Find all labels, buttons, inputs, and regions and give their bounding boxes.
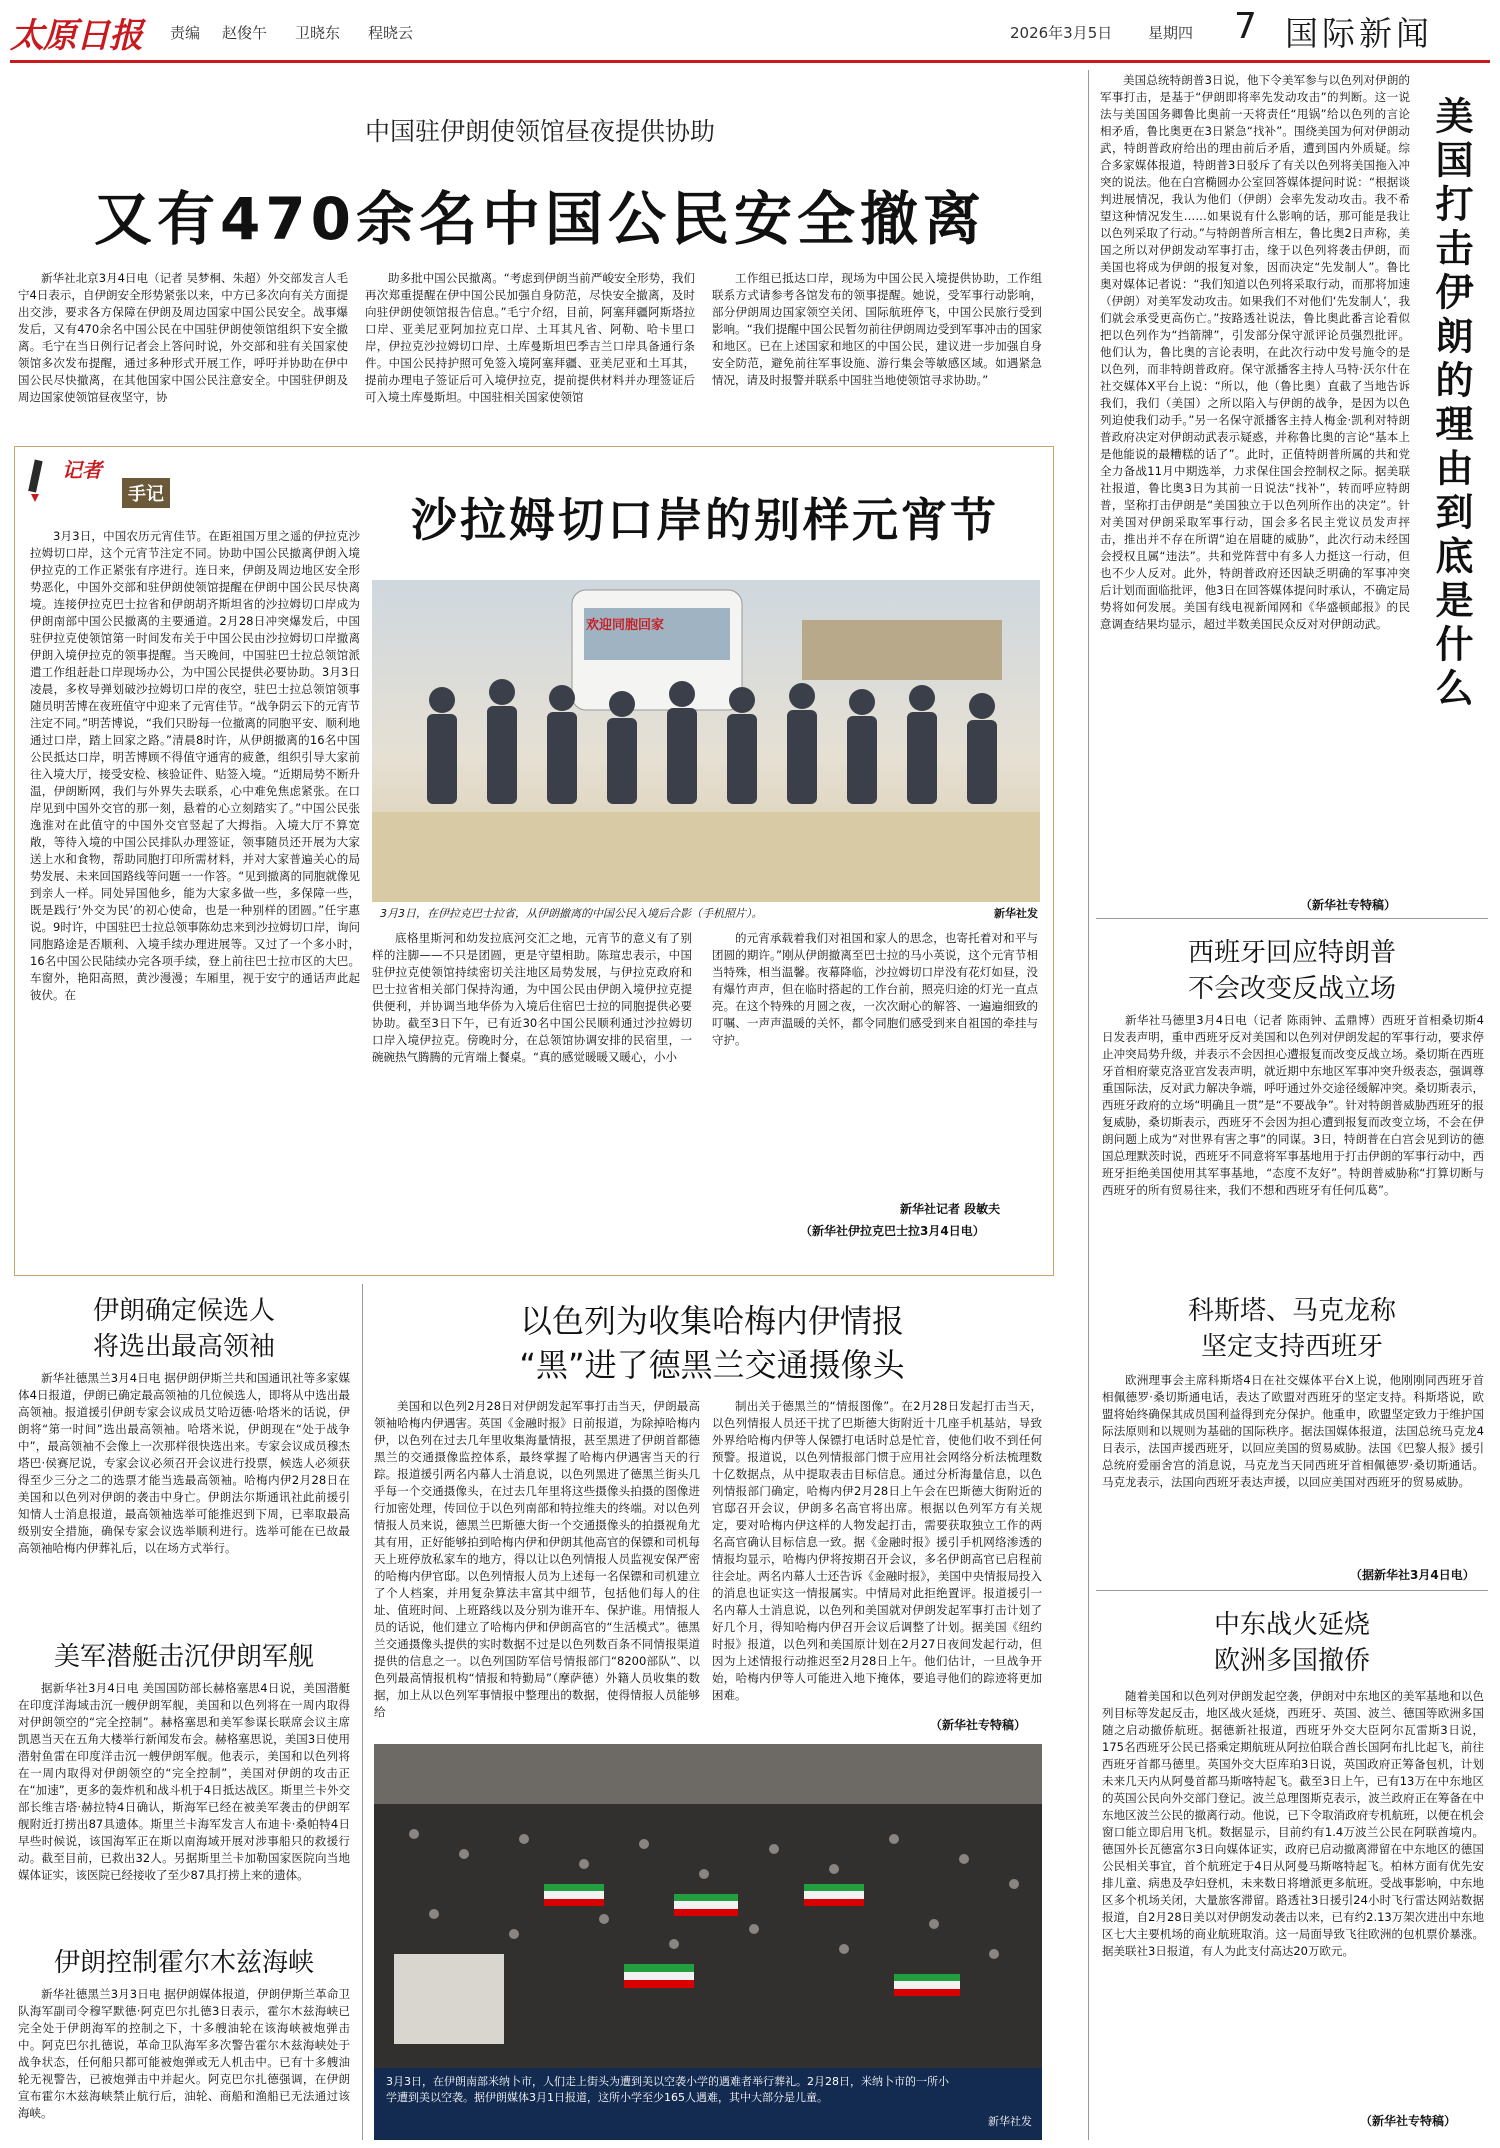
costa-title-line1: 科斯塔、马克龙称: [1187, 1296, 1396, 1326]
editor-name: 卫晓东: [295, 24, 341, 42]
feature-photo-caption: 3月3日，在伊拉克巴士拉省，从伊朗撤离的中国公民入境后合影（手机照片）。: [380, 907, 763, 920]
lead-body-col1: 新华社北京3月4日电（记者 吴梦桐、朱超）外交部发言人毛宁4日表示，自伊朗安全形势紧张以来，中方已多次向有关方面提出交涉，要求各方保障在伊朗及周边国家中国公民安全。战事爆发后，又有470余名中国公民在中国驻伊朗使领馆组织下安全撤离。毛宁在当日例行记者会上答问时说，外交部和驻有关国家使领馆多次发布提醒，通过多种形式开展工作，呼吁并协助在伊中国公民尽快撤离，在其他国家中国公民注意安全。中国驻伊朗及周边国家使领馆昼夜坚守，协: [18, 271, 348, 404]
feature-right-column: 的元宵承载着我们对祖国和家人的思念，也寄托着对和平与团圆的期许。”刚从伊朗撤离至巴士拉的马小英说，这个元宵节相当特殊，相当温馨。夜幕降临，沙拉姆切口岸没有花灯如昼，没有爆竹声声，但在临时搭起的工作台前，照亮归途的灯光一直点亮。在这个特殊的月圆之夜，一次次耐心的解答、一遍遍细致的叮嘱、一声声温暖的关怀，都令同胞们感受到来自祖国的牵挂与守护。: [712, 931, 1038, 1047]
evac-body: 随着美国和以色列对伊朗发起空袭，伊朗对中东地区的美军基地和以色列目标等发起反击，地区战火延烧，西班牙、英国、波兰、德国等欧洲多国随之启动撤侨航班。据德新社报道，西班牙外交大臣阿尔瓦雷斯3日说，175名西班牙公民已搭乘定期航班从阿拉伯联合酋长国阿布扎比起飞，前往西班牙首都马德里。英国外交大臣库珀3日说，英国政府正筹备包机，计划未来几天内从阿曼首都马斯喀特起飞。截至3日上午，已有13万在中东地区的英国公民向外交部门登记。波兰总理图斯克表示，波兰政府正在筹备在中东地区波兰公民的撤离行动。他说，已下令取消政府专机航班，以便在机会窗口能立即启用飞机。数据显示，目前约有1.4万波兰公民在阿联酋境内。德国外长瓦德富尔3日向媒体证实，政府已启动撤离滞留在中东地区的德国公民相关事宜，首个航班定于4日从阿曼马斯喀特起飞。柏林方面有优先安排儿童、病患及孕妇登机，未来数日将增派更多航班。受战事影响，中东地区多个机场关闭，大量旅客滞留。路透社3日援引24小时飞行雷达网站数据报道，自2月28日美以对伊朗发动袭击以来，已有约2.13万架次进出中东地区七大主要机场的商业航班取消。这一局面导致飞往欧洲的包机票价暴涨。据美联社3日报道，有人为此支付高达20万欧元。: [1102, 1689, 1484, 1958]
lead-body-col3: 工作组已抵达口岸，现场为中国公民入境提供协助，工作组联系方式请参考各馆发布的领事提醒。她说，受军事行动影响，部分伊朗周边国家领空关闭、国际航班停飞，中国公民旅行受到影响。“我们提醒中国公民暂勿前往伊朗周边受到军事冲击的国家和地区。已在上述国家和地区的中国公民，建议进一步加强自身安全防范，避免前往军事设施、游行集会等敏感区域。如遇紧急情况，请及时报警并联系中国驻当地使领馆寻求协助。”: [712, 271, 1042, 387]
badge-bottom-text: 手记: [122, 478, 170, 508]
feature-photo-credit: 新华社发: [994, 907, 1038, 920]
evac-dateline: （新华社专特稿）: [1360, 2114, 1457, 2128]
editor-name: 程晓云: [368, 24, 414, 42]
israel-body-col2: 制出关于德黑兰的“情报图像”。在2月28日发起打击当天，以色列情报人员还干扰了巴斯德大街附近十几座手机基站，导致外界给哈梅内伊等人保镖打电话时总是忙音，使他们收不到任何预警。报道说，以色列情报部门惯于应用社会网络分析法梳理数十亿数据点，从中提取表击目标信息。通过分析海量信息，以色列情报部门确定，哈梅内伊2月28日上午会在巴斯德大街附近的官邸召开会议，伊朗多名高官将出席。根据以色列军方有关规定，要对哈梅内伊这样的人物发起打击，需要获取独立工作的两名高官确认目标信息一致。据《金融时报》援引手机网络渗透的情报均显示，哈梅内伊将按期召开会议，多名伊朗高官已启程前往会址。两名内幕人士还告诉《金融时报》，美国中央情报局投入的消息也证实这一情报属实。中情局对此拒绝置评。报道援引一名内幕人士消息说，以色列和美国就对伊朗发起军事打击计划了好几个月，得知哈梅内伊召开会议后调整了计划。据美国《纽约时报》报道，以色列和美国原计划在2月27日夜间发起行动，但因为上述情报行动推迟至2月28日上午。他们估计，一旦战争开始，哈梅内伊等人可能进入地下掩体，要追寻他们的踪迹将更加困难。: [712, 1399, 1042, 1702]
spain-body: 新华社马德里3月4日电（记者 陈雨钟、孟鼎博）西班牙首相桑切斯4日发表声明，重申西班牙反对美国和以色列对伊朗发起的军事行动，要求停止冲突局势升级，并表示不会因担心遭报复而改变反战立场。桑切斯在西班牙首相府蒙克洛亚宫发表声明，就近期中东地区军事冲突升级表态，强调尊重国际法，反对武力解决争端，呼吁通过外交途径缓解冲突。桑切斯表示，西班牙政府的立场“明确且一贯”是“不要战争”。针对特朗普威胁西班牙的报复威胁，桑切斯表示，西班牙不会因为担心遭到报复而改变立场，不会在伊朗问题上成为“对世界有害之事”的同谋。3日，特朗普在白宫会见到访的德国总理默茨时说，西班牙不同意将军事基地用于打击伊朗的军事行动中，西班牙拒绝美国使用其军事基地，“态度不友好”。特朗普威胁称“打算切断与西班牙的所有贸易往来，我们不想和西班牙有任何瓜葛”。: [1102, 1013, 1484, 1197]
submarine-title: 美军潜艇击沉伊朗军舰: [53, 1642, 314, 1672]
iran-leader-body: 新华社德黑兰3月4日电 据伊朗伊斯兰共和国通讯社等多家媒体4日报道，伊朗已确定最高领袖的几位候选人，即将从中选出最高领袖。报道援引伊朗专家会议成员艾哈迈德·哈塔米的话说，伊朗将“第一时间”选出最高领袖。哈塔米说，伊朗现在“处于战争中”，最高领袖不会像上一次那样很快选出来。专家会议成员穆杰塔巴·侯赛尼说，专家会议必须召开会议进行投票，候选人必须获得至少三分之二的选票才能当选最高领袖。哈梅内伊2月28日在美国和以色列对伊朗的袭击中身亡。伊朗法尔斯通讯社此前援引知情人士消息报道，最高领袖选举可能推迟到下周，已率取最高级别安全措施，确保专家会议选举顺利进行。选举可能在已故最高领袖哈梅内伊葬礼后，以在场方式举行。: [18, 1371, 350, 1555]
issue-weekday: 星期四: [1148, 24, 1194, 42]
section-divider: [1096, 918, 1488, 919]
costa-title-line2: 坚定支持西班牙: [1200, 1332, 1383, 1362]
column-divider: [1088, 70, 1089, 2140]
us-reason-dateline: （新华社专特稿）: [1300, 898, 1397, 912]
evac-title-line2: 欧洲多国撤侨: [1213, 1646, 1370, 1676]
section-divider: [1096, 1590, 1488, 1591]
spain-title-line1: 西班牙回应特朗普: [1187, 938, 1396, 968]
israel-title-line2: “黑”进了德黑兰交通摄像头: [519, 1346, 905, 1384]
us-reason-body: 美国总统特朗普3日说，他下令美军参与以色列对伊朗的军事打击，是基于“伊朗即将率先发动攻击”的判断。这一说法与美国国务卿鲁比奥前一天将责任“甩锅”给以色列的言论相矛盾，鲁比奥更在3日紧急“找补”。围绕美国为何对伊朗动武，特朗普政府给出的理由前后矛盾，遭到国内外质疑。综合多家媒体报道，特朗普3日驳斥了有关以色列将美国拖入冲突的说法。他在白宫椭圆办公室回答媒体提问时说：“根据谈判进展情况，我认为他们（伊朗）会率先发动攻击。我不希望这种情况发生……如果说有什么影响的话，那可能是我让以色列采取了行动。”与特朗普所言相左，鲁比奥2日声称，美国之所以对伊朗发动军事打击，缘于以色列将袭击伊朗，而美国也将成为伊朗的报复对象，因而决定“先发制人”。鲁比奥对媒体记者说：“我们知道以色列将采取行动，而那将加速（伊朗）对美军发动攻击。如果我们不对他们‘先发制人’，我们就会承受更高伤亡。”按路透社说法，鲁比奥此番言论看似把以色列作为“挡箭牌”，引发部分保守派评论员强烈批评。他们认为，鲁比奥的言论表明，在此次行动中发号施令的是以色列，而非特朗普政府。保守派播客主持人马特·沃尔什在社交媒体X平台上说：“所以，他（鲁比奥）直截了当地告诉我们，我们（美国）之所以陷入与伊朗的战争，是因为以色列迫使我们动手。”另一名保守派播客主持人梅金·凯利对特朗普政府决定对伊朗动武表示疑惑，并称鲁比奥的言论“基本上是他能说的最糟糕的话了”。此时，正值特朗普所属的共和党全力备战11月中期选举，力求保住国会控制权之际。据美联社报道，鲁比奥3日为其前一日说法“找补”，转而呼应特朗普，坚称打击伊朗是“美国独立于以色列所作出的决定”。针对美国对伊朗采取军事行动，国会多名民主党议员发声抨击，推出并不存在所谓“迫在眉睫的威胁”，此次行动未经国会授权且属“违法”。共和党阵营中有多人力挺这一行动，但也不少人反对。此外，特朗普政府还因缺乏明确的军事冲突后计划而面临批评，他3日在回答媒体提问时承认，不确定局势将如何发展。美国有线电视新闻网和《华盛顿邮报》的民意调查结果均显示，超过半数美国民众反对对伊朗动武。: [1100, 73, 1410, 631]
israel-dateline: （新华社专特稿）: [930, 1718, 1027, 1732]
funeral-photo-credit: 新华社发: [988, 2115, 1032, 2128]
hormuz-title: 伊朗控制霍尔木兹海峡: [53, 1948, 314, 1978]
feature-byline: 新华社记者 段敏夫: [900, 1202, 1001, 1216]
masthead: [0, 0, 1500, 60]
feature-photo: [372, 580, 1040, 902]
badge-top-text: 记者: [62, 458, 102, 482]
iran-leader-title-line2: 将选出最高领袖: [92, 1332, 275, 1362]
us-reason-title: 美国打击伊朗的理由到底是什么: [1429, 96, 1473, 712]
editor-name: 赵俊午: [222, 24, 268, 42]
israel-body-col1: 美国和以色列2月28日对伊朗发起军事打击当天，伊朗最高领袖哈梅内伊遇害。英国《金融时报》日前报道，为除掉哈梅内伊，以色列在过去几年里收集海量情报，甚至黑进了伊朗首都德黑兰的交通摄像监控体系，最终掌握了哈梅内伊遇害当天的行踪。报道援引两名内幕人士消息说，以色列黑进了德黑兰街头几乎每一个交通摄像头，在过去几年里将这些摄像头拍摄的图像进行加密处理，传回位于以色列南部和特拉维夫的终端。对以色列情报人员来说，德黑兰巴斯德大街一个交通摄像头的拍摄视角尤其有用，正好能够拍到哈梅内伊和伊朗其他高官的保镖和司机每天上班停放私家车的地方，得以让以色列情报人员监视安保严密的哈梅内伊官邸。以色列情报人员为上述每一名保镖和司机建立了个人档案，并用复杂算法丰富其中细节，包括他们每人的住址、值班时间、上班路线以及分别为谁开车、保护谁。用情报人员的话说，他们建立了哈梅内伊和伊朗高官的“生活模式”。德黑兰交通摄像头提供的实时数据不过是以色列数百条不同情报渠道提供的信息之一。以色列国防军信号情报部门“8200部队”、以色列最高情报机构“情报和特勤局”（摩萨德）外籍人员收集的数据，加上从以色列军事情报中整理出的数据，使得情报人员能够给: [374, 1399, 700, 1719]
lead-body-col2: 助多批中国公民撤离。“考虑到伊朗当前严峻安全形势，我们再次郑重提醒在伊中国公民加强自身防范，尽快安全撤离，及时向驻伊朗使领馆报告信息。”毛宁介绍，目前，阿塞拜疆阿斯塔拉口岸、亚美尼亚阿加拉克口岸、土耳其凡省、阿勒、哈卡里口岸，伊拉克沙拉姆切口岸、土库曼斯坦巴季吉兰口岸具备通行条件。中国公民持护照可免签入境阿塞拜疆、亚美尼亚和土耳其，提前办理电子签证后可入境伊拉克，提前提供材料并办理签证后可入境土库曼斯坦。中国驻相关国家使领馆: [365, 271, 695, 404]
feature-headline: 沙拉姆切口岸的别样元宵节: [411, 493, 999, 547]
reporter-note-badge: [22, 452, 182, 512]
lead-headline: 又有470余名中国公民安全撤离: [93, 185, 987, 253]
iran-leader-title-line1: 伊朗确定候选人: [92, 1296, 275, 1326]
funeral-photo: [374, 1744, 1042, 2140]
evac-title-line1: 中东战火延烧: [1213, 1610, 1370, 1640]
newspaper-logo: 太原日报: [10, 16, 142, 56]
submarine-body: 据新华社3月4日电 美国国防部长赫格塞思4日说，美国潜艇在印度洋海域击沉一艘伊朗军舰，美国和以色列将在一周内取得对伊朗领空的“完全控制”。赫格塞思和美军参谋长联席会议主席凯恩当天在五角大楼举行新闻发布会。赫格塞思说，美国3日使用潜射鱼雷在印度洋击沉一艘伊朗军舰。他表示，美国和以色列将在一周内取得对伊朗领空的“完全控制”，美国对伊朗的攻击正在“加速”，更多的轰炸机和战斗机于4日抵达战区。斯里兰卡外交部长维吉塔·赫拉特4日确认，斯海军已经在被美军袭击的伊朗军舰附近打捞出87具遗体。斯里兰卡海军发言人布迪卡·桑帕特4日早些时候说，该国海军正在斯以南海域开展对涉事船只的救援行动。截至目前，已救出32人。另据斯里兰卡加勒国家医院向当地媒体证实，该医院已经接收了至少87具打捞上来的遗体。: [18, 1681, 350, 1882]
page-number: 7: [1234, 6, 1257, 47]
pen-icon: [24, 458, 46, 502]
spain-title-line2: 不会改变反战立场: [1187, 974, 1396, 1004]
editors-label: 责编: [170, 24, 201, 42]
feature-middle-column: 底格里斯河和幼发拉底河交汇之地，元宵节的意义有了别样的注脚——不只是团圆，更是守望相助。陈瑄忠表示，中国驻伊拉克使领馆持续密切关注地区局势发展，与伊拉克政府和巴士拉省相关部门保持沟通，为中国公民由伊朗入境伊拉克提供便利，并协调当地华侨为入境后住宿巴士拉的同胞提供必要协助。截至3日下午，已有近30名中国公民顺利通过沙拉姆切口岸入境伊拉克。傍晚时分，在总领馆协调安排的民宿里，一碗碗热气腾腾的元宵端上餐桌。“真的感觉暖暖又暖心，小小: [372, 931, 692, 1064]
page-section-name: 国际新闻: [1285, 14, 1433, 53]
feature-left-column: 3月3日，中国农历元宵佳节。在距祖国万里之遥的伊拉克沙拉姆切口岸，这个元宵节注定不同。协助中国公民撤离伊朗入境伊拉克的工作正紧张有序进行。连日来，伊朗及周边地区安全形势恶化，中国外交部和驻伊朗使领馆提醒在伊朗中国公民尽快离境。连接伊拉克巴士拉省和伊朗胡齐斯坦省的沙拉姆切口岸成为伊朗南部中国公民撤离的主要通道。2月28日冲突爆发后，中国驻伊拉克使领馆第一时间发布关于中国公民由沙拉姆切口岸撤离伊朗入境伊拉克的领事提醒。当天晚间，中国驻巴士拉总领馆派遣工作组赶赴口岸现场办公，为中国公民提供必要协助。3月3日凌晨，多枚导弹划破沙拉姆切口岸的夜空，驻巴士拉总领馆领事随员明苦博在夜班值守中迎来了元宵佳节。“战争阴云下的元宵节注定不同。”明苦博说，“我们只盼每一位撤离的同胞平安、顺利地通过口岸，踏上回家之路。”清晨8时许，从伊朗撤离的16名中国公民抵达口岸，明苦博顾不得值守通宵的疲惫，组织引导大家前往入境大厅，接受安检、核验证件、贴签入境。“近期局势不断升温，伊朗断网，我们与外界失去联系，心中难免焦虑紧张。在口岸见到中国外交官的那一刻，悬着的心立刻踏实了。”中国公民张逸淮对在此值守的中国外交官竖起了大拇指。入境大厅不算宽敞，等待入境的中国公民排队办理签证，领事随员还开展为大家送上水和食物，帮助同胞打印所需材料，并对大家普遍关心的局势发展、未来回国路线等问题一一作答。“见到撤离的同胞就像见到亲人一样。同处异国他乡，能为大家多做一些，多保障一些，既是践行‘外交为民’的初心使命，也是一种别样的团圆。”任宇惠说。9时许，中国驻巴士拉总领事陈幼忠来到沙拉姆切口岸，询问同胞路途是否顺利、入境手续办理进展等。又过了一个多小时，16名中国公民陆续办完各项手续，登上前往巴士拉市区的大巴。车窗外，艳阳高照，黄沙漫漫；车厢里，视于安宁的通话声此起彼伏。在: [30, 529, 360, 1002]
lead-kicker: 中国驻伊朗使领馆昼夜提供协助: [364, 117, 715, 146]
hormuz-body: 新华社德黑兰3月3日电 据伊朗媒体报道，伊朗伊斯兰革命卫队海军副司令穆罕默德·阿克巴尔扎德3日表示，霍尔木兹海峡已完全处于伊朗海军的控制之下，十多艘油轮在该海峡被炮弹击中。阿克巴尔扎德说，革命卫队海军多次警告霍尔木兹海峡处于战争状态，任何船只都可能被炮弹或无人机击中。已有十多艘油轮无视警告，已被炮弹击中并起火。阿克巴尔扎德强调，在伊朗宣布霍尔木兹海峡禁止航行后，油轮、商船和渔船已无法通过该海峡。: [18, 1987, 350, 2120]
issue-date: 2026年3月5日: [1010, 24, 1113, 42]
funeral-photo-caption: 3月3日，在伊朗南部米纳卜市，人们走上街头为遭到美以空袭小学的遇难者举行葬礼。2月28日，米纳卜市的一所小学遭到美以空袭。据伊朗媒体3月1日报道，这所小学至少165人遇难，其中大部分是儿童。: [386, 2075, 949, 2104]
israel-title-line1: 以色列为收集哈梅内伊情报: [519, 1302, 904, 1340]
column-divider: [362, 1284, 363, 2140]
photo-banner-text: 欢迎同胞回家: [586, 618, 665, 633]
costa-dateline: （据新华社3月4日电）: [1350, 1568, 1475, 1582]
costa-body: 欧洲理事会主席科斯塔4日在社交媒体平台X上说，他刚刚同西班牙首相佩德罗·桑切斯通电话，表达了欧盟对西班牙的坚定支持。科斯塔说，欧盟将始终确保其成员国利益得到充分保护。他重申，欧盟坚定致力于维护国际法原则和以规则为基础的国际秩序。据法国媒体报道，法国总统马克龙4日表示，法国声援西班牙，以回应美国的贸易威胁。法国《巴黎人报》援引总统府爱丽舍宫的消息说，马克龙当天同西班牙首相佩德罗·桑切斯通话。马克龙表示，法国向西班牙表达声援，以回应美国对西班牙的贸易威胁。: [1102, 1373, 1484, 1489]
feature-dateline: （新华社伊拉克巴士拉3月4日电）: [800, 1224, 985, 1238]
masthead-rule: [10, 60, 1490, 63]
